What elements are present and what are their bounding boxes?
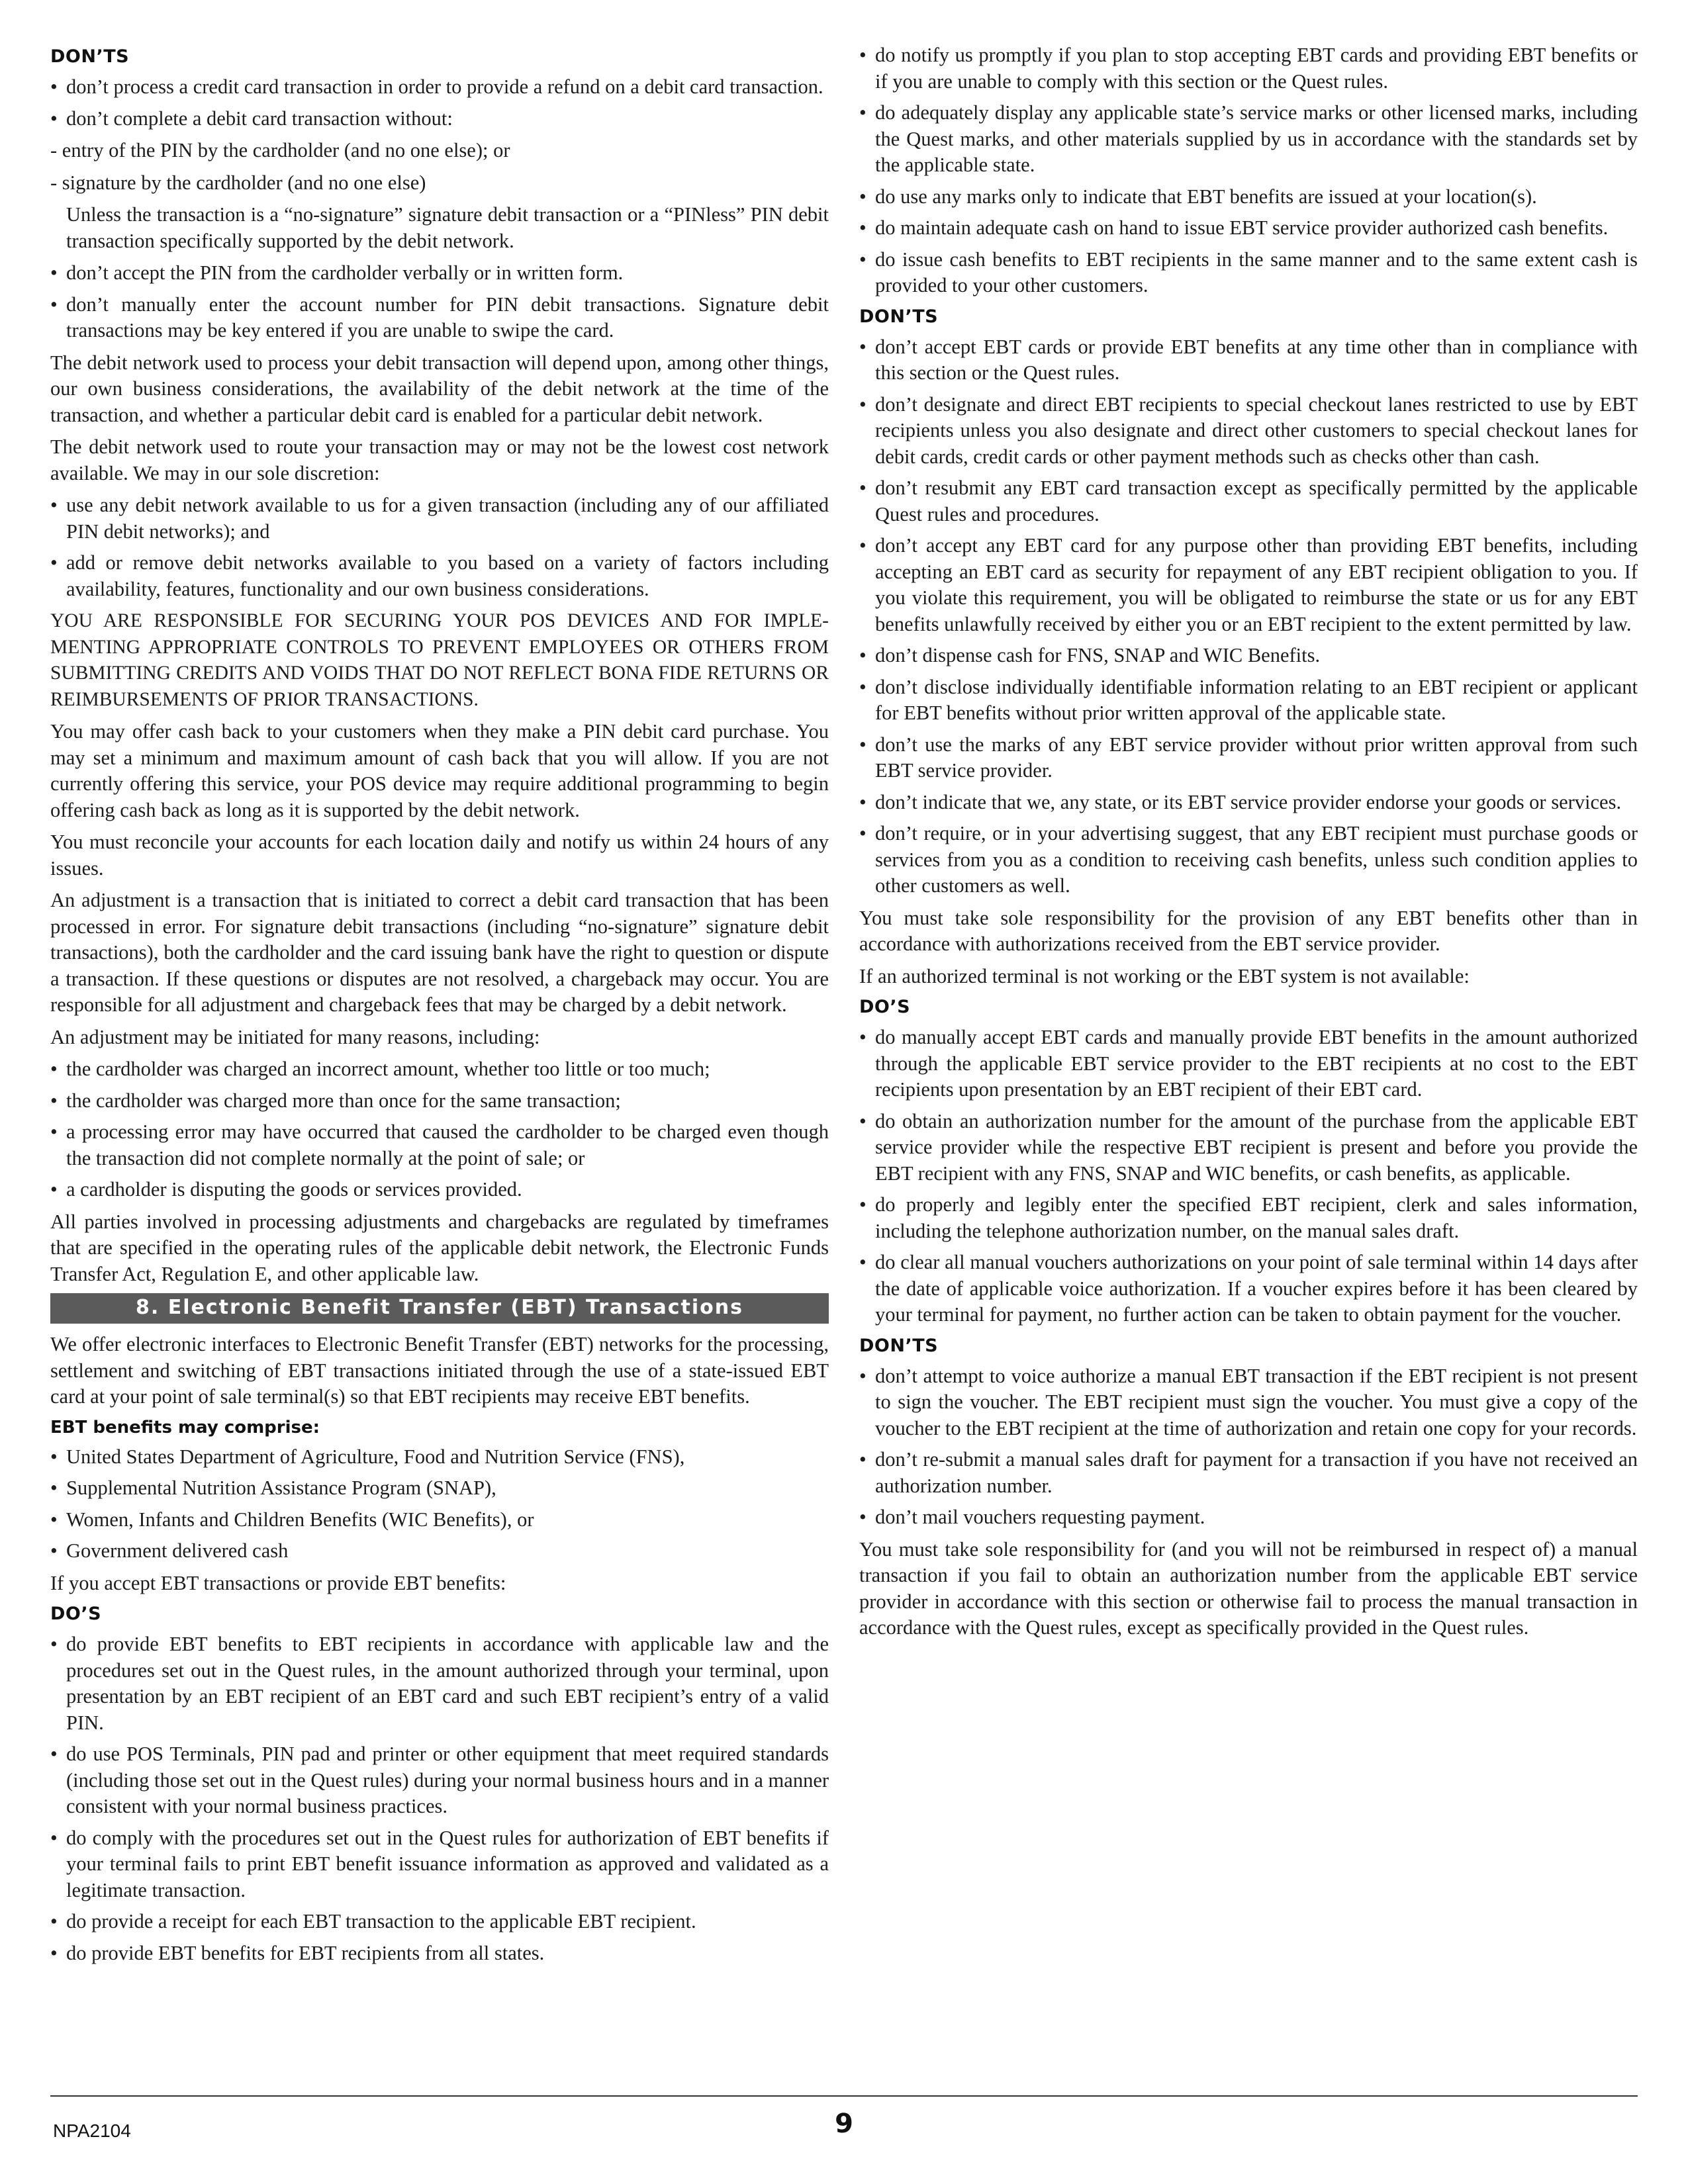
dos-list <box>859 1024 1638 1328</box>
list-item: • don’t use the marks of any EBT service provider without prior written approval from such EBT service provider. <box>859 732 1638 784</box>
paragraph: You may offer cash back to your customers when they make a PIN debit card purchase. You may set a minimum and maximum amount of cash back that you will allow. If you are not currently offering this service, your POS device may require additional programming to begin offering cash back as long as it is supported by the debit network. <box>50 720 829 821</box>
donts-list <box>859 334 1638 899</box>
list-item: • a cardholder is disputing the goods or services provided. <box>50 1177 829 1203</box>
dos-list <box>50 1631 829 1966</box>
list-item: • a processing error may have occurred that caused the cardholder to be charged even though the transaction did not complete normally at the point of sale; or <box>50 1119 829 1171</box>
list-item: • don’t require, or in your advertising suggest, that any EBT recipient must purchase goods or services from you as a condition to receiving cash benefits, unless such condition applies to other customers as well. <box>859 821 1638 899</box>
paragraph: An adjustment may be initiated for many reasons, including: <box>50 1025 540 1048</box>
list-item: • do comply with the procedures set out in the Quest rules for authorization of EBT benefits if your terminal fails to print EBT benefit issuance information as approved and validated as a legitimate transaction. <box>50 1825 829 1904</box>
list-item: • do provide EBT benefits for EBT recipients from all states. <box>50 1940 829 1967</box>
list-item: • don’t accept the PIN from the cardholder verbally or in written form. <box>50 260 829 287</box>
list-item: • don’t resubmit any EBT card transaction except as specifically permitted by the applicable Quest rules and procedures. <box>859 475 1638 527</box>
list-item: • do maintain adequate cash on hand to issue EBT service provider authorized cash benefits. <box>859 215 1638 242</box>
ebt-benefits-heading: EBT benefits may comprise: <box>50 1417 320 1437</box>
reasons-list <box>50 1056 829 1203</box>
paragraph: The debit network used to process your debit transaction will depend upon, among other things, our own business considerations, the availability of the debit network at the time of the transaction, and whether a particular debit card is enabled for a particular debit network. <box>50 351 829 426</box>
paragraph: We offer electronic interfaces to Electronic Benefit Transfer (EBT) networks for the processing, settlement and switching of EBT transactions initiated through the use of a state-issued EBT card at your point of sale terminal(s) so that EBT recipients may receive EBT benefits. <box>50 1333 829 1408</box>
caps-paragraph: YOU ARE RESPONSIBLE FOR SECURING YOUR POS DEVICES AND FOR IMPLE-MENTING APPROPRIATE CONTROLS TO PREVENT EMPLOYEES OR OTHERS FROM SUBMITTING CREDITS AND VOIDS THAT DO NOT REFLECT BONA FIDE RETURNS OR REIMBURSEMENTS OF PRIOR TRANSACTIONS. <box>50 610 829 710</box>
list-item: • don’t re-submit a manual sales draft for payment for a transaction if you have not received an authorization number. <box>859 1447 1638 1499</box>
sub-item: - entry of the PIN by the cardholder (and no one else); or <box>50 139 510 161</box>
list-item: • don’t mail vouchers requesting payment. <box>859 1504 1638 1531</box>
left-column <box>50 42 829 1972</box>
list-item: • United States Department of Agriculture, Food and Nutrition Service (FNS), <box>50 1444 829 1471</box>
donts-list <box>50 74 829 132</box>
paragraph: You must reconcile your accounts for each location daily and notify us within 24 hours of any issues. <box>50 831 829 880</box>
page-number: 9 <box>835 2109 853 2139</box>
list-item: • don’t disclose individually identifiable information relating to an EBT recipient or applicant for EBT benefits without prior written approval of the applicable state. <box>859 674 1638 727</box>
donts-list <box>859 1363 1638 1531</box>
list-item: • the cardholder was charged more than once for the same transaction; <box>50 1088 829 1115</box>
paragraph: You must take sole responsibility for (and you will not be reimbursed in respect of) a manual transaction if you fail to obtain an authorization number from the applicable EBT service provider in accordance with this section or otherwise fail to process the manual transaction in accordance with the Quest rules, except as specifically provided in the Quest rules. <box>859 1537 1638 1639</box>
list-item: • do provide a receipt for each EBT transaction to the applicable EBT recipient. <box>50 1909 829 1935</box>
list-item: • do clear all manual vouchers authorizations on your point of sale terminal within 14 days after the date of applicable voice authorization. If a voucher expires before it has been cleared by your terminal for payment, no further action can be taken to obtain payment for the voucher. <box>859 1250 1638 1328</box>
discretion-list <box>50 492 829 602</box>
list-item: • don’t accept EBT cards or provide EBT benefits at any time other than in compliance with this section or the Quest rules. <box>859 334 1638 387</box>
donts-heading: DON’TS <box>859 1335 939 1356</box>
document-code: NPA2104 <box>53 2120 131 2141</box>
sub-item: - signature by the cardholder (and no one else) <box>50 171 426 194</box>
donts-heading: DON’TS <box>859 306 939 327</box>
donts-list-continued <box>50 260 829 344</box>
footer-divider <box>50 2095 1638 2097</box>
donts-heading: DON’TS <box>50 46 130 67</box>
paragraph: The debit network used to route your transaction may or may not be the lowest cost network available. We may in our sole discretion: <box>50 435 829 484</box>
list-item: • don’t attempt to voice authorize a manual EBT transaction if the EBT recipient is not present to sign the voucher. The EBT recipient must sign the voucher. You must give a copy of the voucher to the EBT recipient at the time of authorization and retain one copy for your records. <box>859 1363 1638 1442</box>
section-title-bar: 8. Electronic Benefit Transfer (EBT) Transactions <box>50 1293 829 1324</box>
list-item: • Government delivered cash <box>50 1538 829 1565</box>
list-item: • don’t manually enter the account number for PIN debit transactions. Signature debit transactions may be key entered if you are unable to swipe the card. <box>50 292 829 344</box>
list-item: • do notify us promptly if you plan to stop accepting EBT cards and providing EBT benefits or if you are unable to comply with this section or the Quest rules. <box>859 42 1638 95</box>
list-item: • use any debit network available to us for a given transaction (including any of our affiliated PIN debit networks); and <box>50 492 829 545</box>
list-item: • the cardholder was charged an incorrect amount, whether too little or too much; <box>50 1056 829 1083</box>
paragraph: An adjustment is a transaction that is initiated to correct a debit card transaction that has been processed in error. For signature debit transactions (including “no-signature” signature debit transactions), both the cardholder and the card issuing bank have the right to question or dispute a transaction. If these questions or disputes are not resolved, a chargeback may occur. You are responsible for all adjustment and chargeback fees that may be charged by a debit network. <box>50 889 829 1016</box>
exception-note: Unless the transaction is a “no-signature” signature debit transaction or a “PINless” PIN debit transaction specifically supported by the debit network. <box>66 203 829 252</box>
list-item: • don’t accept any EBT card for any purpose other than providing EBT benefits, including accepting an EBT card as security for repayment of any EBT recipient obligation to you. If you violate this requirement, you will be obligated to reimburse the state or us for any EBT benefits unlawfully received by either you or an EBT recipient to the extent permitted by law. <box>859 533 1638 637</box>
dos-list-continued <box>859 42 1638 299</box>
list-item: • do issue cash benefits to EBT recipients in the same manner and to the same extent cash is provided to your other customers. <box>859 247 1638 299</box>
list-item: • Supplemental Nutrition Assistance Program (SNAP), <box>50 1475 829 1502</box>
list-item: • do obtain an authorization number for the amount of the purchase from the applicable EBT service provider while the respective EBT recipient is present and before you provide the EBT recipient with any FNS, SNAP and WIC benefits, or cash benefits, as applicable. <box>859 1109 1638 1187</box>
list-item: • don’t indicate that we, any state, or its EBT service provider endorse your goods or services. <box>859 790 1638 816</box>
paragraph: If an authorized terminal is not working or the EBT system is not available: <box>859 964 1470 987</box>
ebt-benefits-list <box>50 1444 829 1565</box>
list-item: • don’t dispense cash for FNS, SNAP and WIC Benefits. <box>859 643 1638 669</box>
list-item: • do properly and legibly enter the specified EBT recipient, clerk and sales information, including the telephone authorization number, on the manual sales draft. <box>859 1192 1638 1244</box>
list-item: • don’t designate and direct EBT recipients to special checkout lanes restricted to use by EBT recipients unless you also designate and direct other customers to special checkout lanes for debit cards, credit cards or other payment methods such as checks other than cash. <box>859 392 1638 471</box>
list-item: • do provide EBT benefits to EBT recipients in accordance with applicable law and the procedures set out in the Quest rules, in the amount authorized through your terminal, upon presentation by an EBT recipient of an EBT card and such EBT recipient’s entry of a valid PIN. <box>50 1631 829 1736</box>
dos-heading: DO’S <box>859 997 911 1017</box>
dos-heading: DO’S <box>50 1604 102 1624</box>
list-item: • don’t complete a debit card transaction without: <box>50 106 829 132</box>
list-item: • Women, Infants and Children Benefits (WIC Benefits), or <box>50 1507 829 1533</box>
list-item: • do use POS Terminals, PIN pad and printer or other equipment that meet required standards (including those set out in the Quest rules) during your normal business hours and in a manner consistent with your normal business practices. <box>50 1741 829 1820</box>
paragraph: You must take sole responsibility for the provision of any EBT benefits other than in accordance with authorizations received from the EBT service provider. <box>859 906 1638 955</box>
list-item: • do manually accept EBT cards and manually provide EBT benefits in the amount authorized through the applicable EBT service provider to the EBT recipients at no cost to the EBT recipients upon presentation by an EBT recipient of their EBT card. <box>859 1024 1638 1103</box>
list-item: • do use any marks only to indicate that EBT benefits are issued at your location(s). <box>859 184 1638 210</box>
paragraph: All parties involved in processing adjustments and chargebacks are regulated by timeframes that are specified in the operating rules of the applicable debit network, the Electronic Funds Transfer Act, Regulation E, and other applicable law. <box>50 1210 829 1285</box>
paragraph: If you accept EBT transactions or provide EBT benefits: <box>50 1571 506 1594</box>
list-item: • add or remove debit networks available to you based on a variety of factors including availability, features, functionality and our own business considerations. <box>50 550 829 602</box>
list-item: • do adequately display any applicable state’s service marks or other licensed marks, including the Quest marks, and other materials supplied by us in accordance with the standards set by the applicable state. <box>859 100 1638 179</box>
right-column <box>859 42 1638 1647</box>
list-item: • don’t process a credit card transaction in order to provide a refund on a debit card transaction. <box>50 74 829 101</box>
